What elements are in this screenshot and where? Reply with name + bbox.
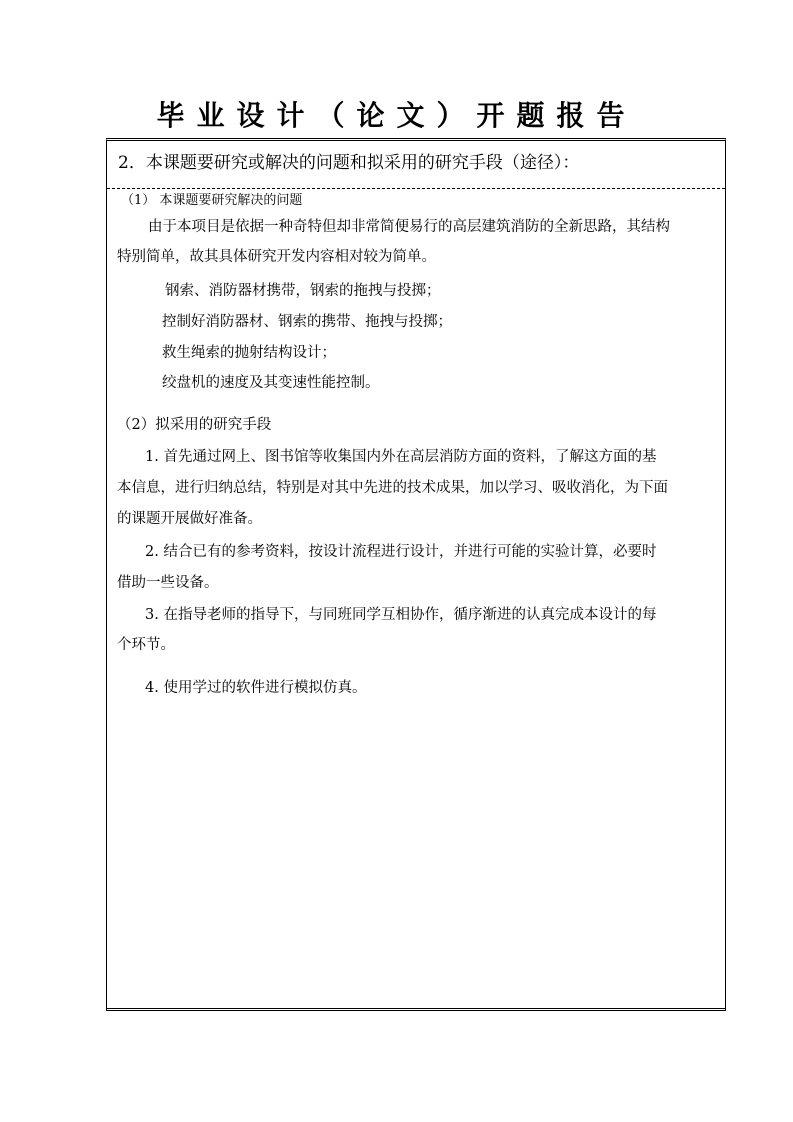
part2-paragraph-line: 4. 使用学过的软件进行模拟仿真。 xyxy=(145,680,367,696)
part2-heading: （2）拟采用的研究手段 xyxy=(117,417,272,433)
part1-intro-line: 由于本项目是依据一种奇特但却非常简便易行的高层建筑消防的全新思路，其结构 xyxy=(148,219,670,235)
part2-paragraph-line: 的课题开展做好准备。 xyxy=(117,511,262,527)
part1-heading: （1） 本课题要研究解决的问题 xyxy=(121,193,303,208)
part1-list-item: 控制好消防器材、钢索的携带、拖拽与投掷； xyxy=(162,314,452,330)
part1-list-item: 绞盘机的速度及其变速性能控制。 xyxy=(162,375,380,391)
document-title: 毕业设计（论文）开题报告 xyxy=(156,99,637,132)
part2-paragraph-line: 个环节。 xyxy=(117,637,175,653)
dashed-divider xyxy=(107,188,725,189)
part2-paragraph-line: 借助一些设备。 xyxy=(117,575,219,591)
section-heading: 2．本课题要研究或解决的问题和拟采用的研究手段（途径）： xyxy=(118,153,580,173)
part1-intro-line: 特别简单，故其具体研究开发内容相对较为简单。 xyxy=(117,249,436,265)
table-bottom-border xyxy=(106,1008,726,1011)
part2-paragraph-line: 3. 在指导老师的指导下，与同班同学互相协作，循序渐进的认真完成本设计的每 xyxy=(145,607,657,623)
part2-paragraph-line: 2. 结合已有的参考资料，按设计流程进行设计，并进行可能的实验计算，必要时 xyxy=(145,544,657,560)
part2-paragraph-line: 本信息，进行归纳总结，特别是对其中先进的技术成果，加以学习、吸收消化，为下面 xyxy=(117,480,668,496)
part1-list-item: 救生绳索的抛射结构设计； xyxy=(162,345,336,361)
part1-list-item: 钢索、消防器材携带，钢索的拖拽与投掷； xyxy=(165,283,441,299)
part2-paragraph-line: 1. 首先通过网上、图书馆等收集国内外在高层消防方面的资料，了解这方面的基 xyxy=(145,449,657,465)
